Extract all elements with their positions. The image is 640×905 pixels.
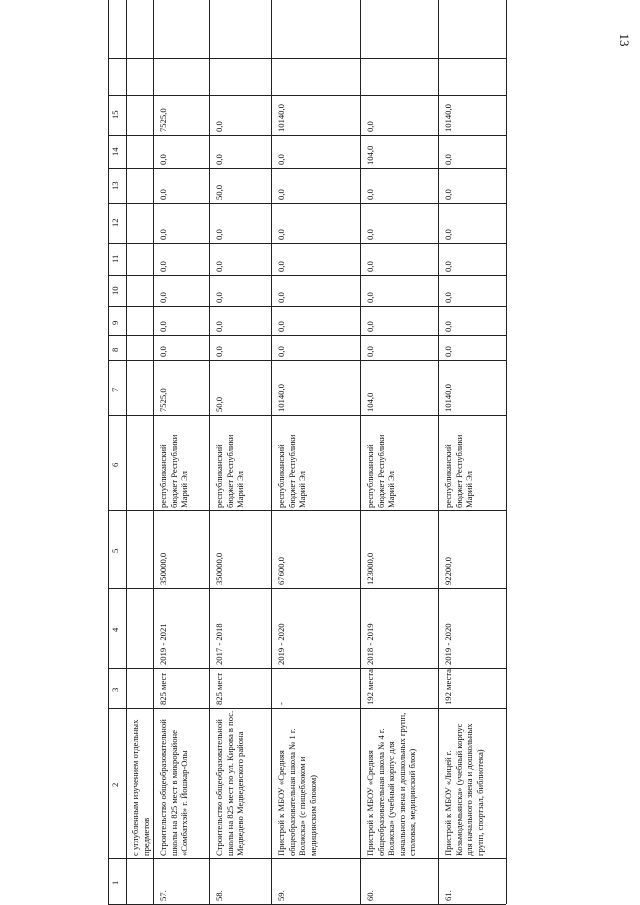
table-rule — [108, 58, 506, 59]
funding-source: республиканский бюджет Республики Марий Эл — [443, 434, 475, 508]
table-rule — [108, 203, 506, 204]
value: 0,0 — [365, 346, 375, 357]
capacity: 192 места — [443, 669, 453, 705]
value: 7525,0 — [158, 388, 168, 412]
value: 0,0 — [443, 321, 453, 332]
value: 0,0 — [214, 121, 224, 132]
header-col-8: 8 — [110, 347, 120, 352]
value: 0,0 — [443, 346, 453, 357]
total-cost: 92200,0 — [443, 557, 453, 585]
header-col-1: 1 — [110, 880, 120, 885]
value: 0,0 — [276, 292, 286, 303]
value: 10140,0 — [443, 104, 453, 132]
value: 0,0 — [158, 154, 168, 165]
value: 0,0 — [443, 229, 453, 240]
value: 104,0 — [365, 145, 375, 165]
value: 0,0 — [443, 154, 453, 165]
total-cost: 350000,0 — [158, 552, 168, 585]
header-col-6: 6 — [110, 462, 120, 467]
table-rule — [108, 858, 506, 859]
value: 0,0 — [443, 261, 453, 272]
value: 0,0 — [365, 292, 375, 303]
row-number: 59. — [276, 890, 286, 901]
header-col-10: 10 — [110, 285, 120, 295]
header-col-9: 9 — [110, 320, 120, 325]
header-col-11: 11 — [110, 254, 120, 263]
value: 0,0 — [158, 261, 168, 272]
header-col-3: 3 — [110, 687, 120, 692]
value: 0,0 — [214, 321, 224, 332]
value: 0,0 — [158, 229, 168, 240]
row-number: 61. — [443, 890, 453, 901]
capacity: - — [276, 702, 286, 705]
period: 2019 - 2020 — [276, 623, 286, 665]
value: 0,0 — [158, 292, 168, 303]
total-cost: 123000,0 — [365, 552, 375, 585]
table-rule — [108, 95, 506, 96]
value: 50,0 — [214, 184, 224, 200]
value: 0,0 — [365, 189, 375, 200]
budget-table — [8, 0, 640, 904]
value: 0,0 — [443, 189, 453, 200]
value: 104,0 — [365, 392, 375, 412]
object-name: Строительство общеобразовательной школы на 825 мест в микрорайоне «Сомбатхэй» г. Йошкар-Олы — [158, 719, 190, 856]
value: 50,0 — [214, 396, 224, 412]
header-col-13: 13 — [110, 180, 120, 190]
funding-source: республиканский бюджет Республики Марий Эл — [365, 434, 397, 508]
value: 10140,0 — [276, 104, 286, 132]
continuation-text: с углубленным изучением отдельных предметов — [130, 719, 151, 856]
period: 2018 - 2019 — [365, 623, 375, 665]
value: 0,0 — [276, 321, 286, 332]
value: 10140,0 — [276, 384, 286, 412]
value: 0,0 — [276, 346, 286, 357]
funding-source: республиканский бюджет Республики Марий Эл — [276, 434, 308, 508]
object-name: Пристрой к МБОУ «Средняя общеобразовательная школа № 1 г. Волжска» (с пищеблоком и медицинским блоком) — [276, 728, 318, 856]
object-name: Строительство общеобразовательной школы на 825 мест по ул. Кирова в пос. Медведево Медведевского района — [214, 710, 246, 856]
value: 0,0 — [214, 154, 224, 165]
table-rule — [108, 168, 506, 169]
period: 2019 - 2021 — [158, 623, 168, 665]
table-rule — [108, 243, 506, 244]
funding-source: республиканский бюджет Республики Марий Эл — [158, 434, 190, 508]
table-rule — [108, 708, 506, 709]
table-rule — [108, 668, 506, 669]
table-rule — [108, 415, 506, 416]
row-number: 58. — [214, 890, 224, 901]
table-rule — [108, 335, 506, 336]
capacity: 192 места — [365, 669, 375, 705]
value: 0,0 — [158, 189, 168, 200]
value: 0,0 — [365, 321, 375, 332]
header-col-5: 5 — [110, 548, 120, 553]
capacity: 825 мест — [214, 672, 224, 705]
value: 7525,0 — [158, 108, 168, 132]
table-rule — [108, 275, 506, 276]
value: 0,0 — [276, 189, 286, 200]
value: 0,0 — [158, 321, 168, 332]
period: 2017 - 2018 — [214, 623, 224, 665]
header-col-12: 12 — [110, 218, 120, 227]
table-rule — [506, 0, 507, 904]
value: 0,0 — [276, 154, 286, 165]
header-col-15: 15 — [110, 110, 120, 119]
header-col-14: 14 — [110, 146, 120, 156]
header-col-2: 2 — [110, 782, 120, 787]
funding-source: республиканский бюджет Республики Марий Эл — [214, 434, 246, 508]
value: 0,0 — [214, 292, 224, 303]
row-number: 60. — [365, 890, 375, 901]
value: 0,0 — [214, 261, 224, 272]
value: 0,0 — [214, 346, 224, 357]
value: 0,0 — [443, 292, 453, 303]
capacity: 825 мест — [158, 672, 168, 705]
total-cost: 350000,0 — [214, 552, 224, 585]
value: 0,0 — [214, 229, 224, 240]
row-number: 57. — [158, 890, 168, 901]
period: 2019 - 2020 — [443, 623, 453, 665]
value: 10140,0 — [443, 384, 453, 412]
header-col-7: 7 — [110, 387, 120, 392]
object-name: Пристрой к МБОУ «Средняя общеобразовательная школа № 4 г. Волжска» (учебный корпус для начального звена и дошкольных групп, столовая, медицинский блок) — [365, 712, 418, 856]
value: 0,0 — [365, 261, 375, 272]
value: 0,0 — [365, 121, 375, 132]
table-rule — [108, 588, 506, 589]
table-rule — [108, 360, 506, 361]
table-rule — [108, 510, 506, 511]
object-name: Пристрой к МБОУ «Лицей г. Козьмодемьянска» (учебный корпус для начального звена и дошкольных групп, спортзал, библиотека) — [443, 723, 485, 856]
value: 0,0 — [276, 229, 286, 240]
value: 0,0 — [276, 261, 286, 272]
total-cost: 67600,0 — [276, 557, 286, 585]
value: 0,0 — [365, 229, 375, 240]
table-rule — [108, 306, 506, 307]
header-col-4: 4 — [110, 627, 120, 632]
value: 0,0 — [158, 346, 168, 357]
page-number: 13 — [617, 33, 632, 47]
table-rule — [108, 135, 506, 136]
